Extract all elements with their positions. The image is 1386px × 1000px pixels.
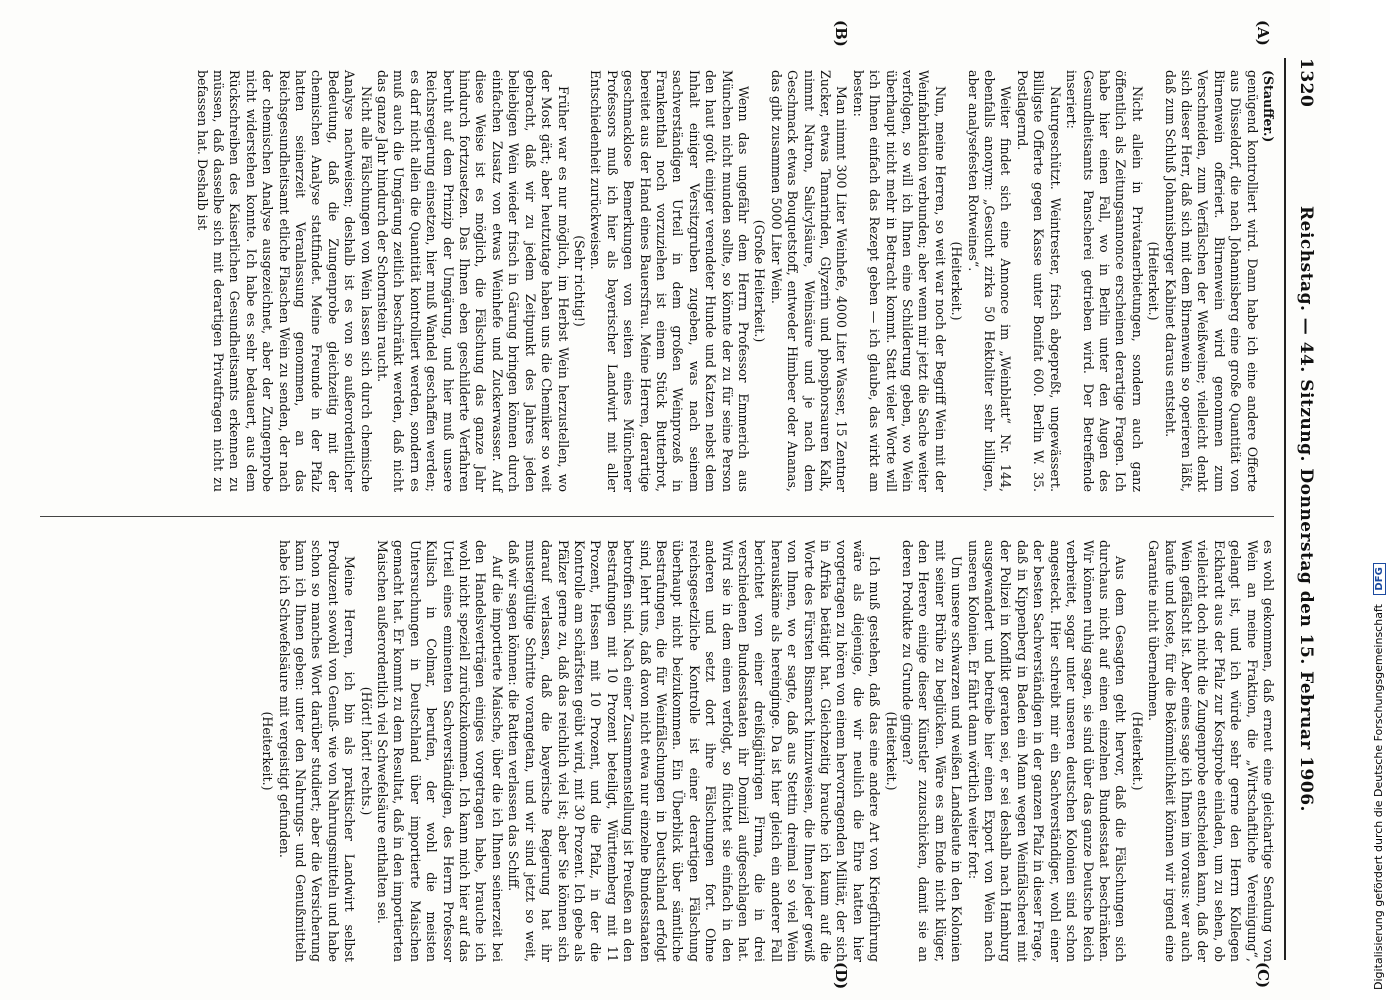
digitization-credit xyxy=(1372,563,1386,990)
paragraph: Wenn das ungefähr dem Herrn Professor Emmerich aus München nicht munden sollte, so könnte der zu für seine Person den haut goût einiger verendeter Hunde und Katzen nebst dem Inhalt einiger Versitzgruben zugeben, was nach seinem sachverständigen Urteil in dem großen Weinprozeß in Frankenthal noch vorzuziehen ist einem Stück Butterbrot, bereitet aus der Hand eines Bauersfrau. Meine Herren, derartige geschmacklose Bemerkungen von seiten eines Münchener Professors muß ich hier als bayerischer Landwirt mit aller Entschiedenheit zurückweisen. xyxy=(588,70,751,492)
paragraph: Weiter findet sich eine Annonce im „Weinblatt“ Nr. 144, ebenfalls anonym: „Gesucht zirka 50 Hektoliter sehr billigen, aber analysefesten Rotweines“. xyxy=(965,70,1014,492)
paragraph: genügend kontrolliert wird. Dann habe ich eine andere Offerte aus Düsseldorf, die nach Johannisberg eine große Quantität von Birnenwein offeriert. Birnenwein wird genommen zum Verschneiden, zum Verfälschen der Weißweine; vielleicht denkt sich dieser Herr, daß sich mit dem Birnenwein so operieren läßt, daß zum Schluß Johannisberger Kabinet daraus entsteht. xyxy=(1162,70,1260,492)
interjection: (Heiterkeit.) xyxy=(260,711,276,791)
page-header xyxy=(1288,58,1316,960)
margin-marker-b: (B) xyxy=(832,20,850,47)
page-title: Reichstag. — 44. Sitzung. Donnerstag den 15. Februar 1906. xyxy=(1296,206,1316,812)
paragraph: es wohl gekommen, daß erneut eine gleichartige Sendung von Wein an meine Fraktion, die „Wirtschaftliche Vereinigung“, gelangt ist, und ich würde sehr gerne den Herrn Kollegen Eckhardt aus der Pfalz zur Kostprobe einladen, um zu sehen, ob vielleicht doch nicht die Zungenprobe entscheiden kann, daß der Wein gefälscht ist. Aber eines sage ich Ihnen im voraus: wer auch kaufe und koste, für die Bekömmlichkeit können wir irgend eine Garantie nicht übernehmen. xyxy=(1146,540,1276,962)
paragraph: Man nimmt 300 Liter Weinhefe, 4000 Liter Wasser, 15 Zentner Zucker, etwas Tamarinden, Glyzerin und phosphorsauren Kalk, nimmt Natron, Salicylsäure, Weinsäure und je nach dem Geschmack etwas Bouquetstoff, entweder Himbeer oder Ananas, das gibt zusammen 5000 Liter Wein. xyxy=(768,70,850,492)
paragraph: Meine Herren, ich bin als praktischer Landwirt selbst Produzent sowohl von Genuß- wie von Nahrungsmitteln und habe schon so manches Wort darüber studiert; aber die Versicherung kann ich Ihnen geben: unter den Nahrungs- und Genußmitteln habe ich Schwefelsäure mit vergeistigt gefunden. xyxy=(276,540,358,962)
left-text-column xyxy=(30,70,1276,492)
column-divider xyxy=(40,516,1274,517)
paragraph: Ich muß gestehen, daß das eine andere Art von Kriegführung wäre als diejenige, die wir neulich die Ehre hatten hier vorgetragen zu hören von einem hervorragenden Militär, der sich in Afrika betätigt hat. Gleichzeitig brauche ich kaum auf die Worte des Fürsten Bismarck hinzuweisen, die Ihnen jeder gewiß von Ihnen, wo er sagte, daß aus Stettin dreimal so viel Wein herauskäme als hereinginge. Da ist hier gleich ein anderer Fall berichtet von einer dreißigjährigen Firma, die in drei verschiedenen Bundesstaaten ihr Domizil aufgeschlagen hat. Wird sie in dem einen verfolgt, so flüchtet sie einfach in den anderen und setzt dort ihre Fälschungen fort. Ohne reichsgesetzliche Kontrolle ist einer derartigen Fälschung überhaupt nicht beizukommen. Ein Überblick über sämtliche Bestrafungen, die für Weinfälschungen in Deutschland erfolgt sind, lehrt uns, daß davon nicht etwa nur einzelne Bundesstaaten betroffen sind. Nach einer Zusammenstellung ist Preußen an den Bestrafungen mit 10 Prozent beteiligt, Württemberg mit 11 Prozent, Hessen mit 10 Prozent, und die Pfalz, in der die Kontrolle am schärfsten geübt wird, mit 30 Prozent. Ich gebe als Pfälzer gerne zu, daß das reichlich viel ist; aber Sie können sich darauf verlassen, daß die bayerische Regierung hat ihr mustergültige Schritte vorangetan, und wir sind jetzt so weit, daß wir sagen können: die Ratten verlassen das Schiff. xyxy=(506,540,883,962)
paragraph: Nicht alle Fälschungen von Wein lassen sich durch chemische Analyse nachweisen; deshalb ist es von so außerordentlicher Bedeutung, daß die Zungenprobe gleichzeitig mit der chemischen Analyse stattfindet. Meine Freunde in der Pfalz hatten seinerzeit Veranlassung genommen, an das Reichsgesundheitsamt etliche Flaschen Wein zu senden, der nach der chemischen Analyse ausgezeichnet, aber der Zungenprobe nicht widerstehen konnte. Ich habe es sehr bedauert, aus dem Rückschreiben des Kaiserlichen Gesundheitsamts erkennen zu müssen, daß dasselbe sich mit derartigen Privatfragen nicht zu befassen hat. Deshalb ist xyxy=(194,70,374,492)
header-rule xyxy=(1284,58,1286,960)
margin-marker-d: (D) xyxy=(832,962,850,990)
interjection: (Heiterkeit.) xyxy=(883,711,899,791)
paragraph: Nun, meine Herren, so weit war noch der Begriff Wein mit der Weinfabrikation verbunden; aber wenn mir jetzt die Sache weiter verfolgen, so will ich Ihnen eine Schilderung geben, wo Wein überhaupt nicht mehr in Betracht kommt. Statt vieler Worte will ich Ihnen einfach das Rezept geben — ich glaube, das wirkt am besten: xyxy=(850,70,948,492)
paragraph: Früher war es nur möglich, im Herbst Wein herzustellen, wo der Most gärt; aber heutzutage haben uns die Chemiker so weit gebracht, daß wir zu jedem Zeitpunkt des Jahres jeden beliebigen Wein wieder frisch in Gärung bringen können durch einfachen Zusatz von etwas Weinhefe und Zuckerwasser. Auf diese Weise ist es möglich, die Fälschung das ganze Jahr hindurch fortzusetzen. Das Ihnen eben geschilderte Verfahren beruht auf dem Prinzip der Umgärung, und hier muß unsere Reichsregierung einsetzen, hier muß Wandel geschaffen werden; es darf nicht allein die Quantität kontrolliert werden, sondern es muß auch die Umgärung zeitlich beschränkt werden, daß nicht das ganze Jahr hindurch der Schornstein raucht. xyxy=(375,70,571,492)
interjection: (Heiterkeit.) xyxy=(1146,241,1162,321)
margin-marker-c: (C) xyxy=(1254,962,1272,989)
paragraph: Naturgeschützt. Weintrester, frisch abgepreßt, ungewässert. Billigste Offerte gegen Kasse unter Bonifat 600. Berlin W. 35. Postlagernd. xyxy=(1014,70,1063,492)
paragraph: Auf die importierte Maische, über die ich Ihnen seinerzeit bei den Handelsverträgen einiges vorgetragen habe, brauche ich wohl nicht speziell zurückzukommen. Ich kann mich hier auf das Urteil eines eminenten Sachverständigen, des Herrn Professor Kulisch in Colmar, berufen, der wohl die meisten Untersuchungen in Deutschland über importierte Maischen gemacht hat. Er kommt zu dem Resultat, daß in den importierten Maischen außerordentlich viel Schwefelsäure enthalten sei. xyxy=(375,540,505,962)
right-text-column xyxy=(30,540,1276,962)
interjection: (Große Heiterkeit.) xyxy=(752,219,768,343)
credit-text: Digitalisierung gefördert durch die Deutsche Forschungsgemeinschaft xyxy=(1372,604,1385,990)
interjection: (Heiterkeit.) xyxy=(1129,711,1145,791)
paragraph: Nicht allein in Privatanerbietungen, sondern auch ganz öffentlich als Zeitungsannonce erscheinen derartige Fragen. Ich habe hier einen Fall, wo in Berlin unter den Augen des Gesundheitsamts Panscherei getrieben wird. Der Betreffende inseriert: xyxy=(1064,70,1145,492)
paragraph: Aus dem Gesagten geht hervor, daß die Fälschungen sich durchaus nicht auf einen einzelnen Bundesstaat beschränken. Wir können ruhig sagen, sie sind über das ganze Deutsche Reich verbreitet, sogar unter unseren deutschen Kolonien sind schon angesteckt. Hier schreibt mir ein Sachverständiger, wohl einer der besten Sachverständigen in der ganzen Pfalz in dieser Frage, daß in Kippenberg in Baden ein Mann wegen Weinfälscherei mit der Polizei in Konflikt geraten sei, er sei deshalb nach Hamburg ausgewandert und betreibe hier einen Export von Wein nach unseren Kolonien. Er fährt dann wörtlich weiter fort: xyxy=(965,540,1129,962)
dfg-logo: DFG xyxy=(1373,563,1386,594)
margin-marker-a: (A) xyxy=(1254,20,1272,46)
page-number: 1320 xyxy=(1296,58,1316,108)
interjection: (Sehr richtig!) xyxy=(571,235,587,327)
speaker-name: (Stauffer.) xyxy=(1261,70,1276,143)
interjection: (Heiterkeit.) xyxy=(949,241,965,321)
interjection: (Hört! hört! rechts.) xyxy=(358,686,374,816)
paragraph: Um unsere schwarzen und weißen Landsleute in den Kolonien mit seiner Brühe zu beglücken. Wäre es am Ende nicht klüger, den Herero einige dieser Künstler zuzuschicken, damit sie an deren Produkte zu Grunde gingen? xyxy=(900,540,965,962)
